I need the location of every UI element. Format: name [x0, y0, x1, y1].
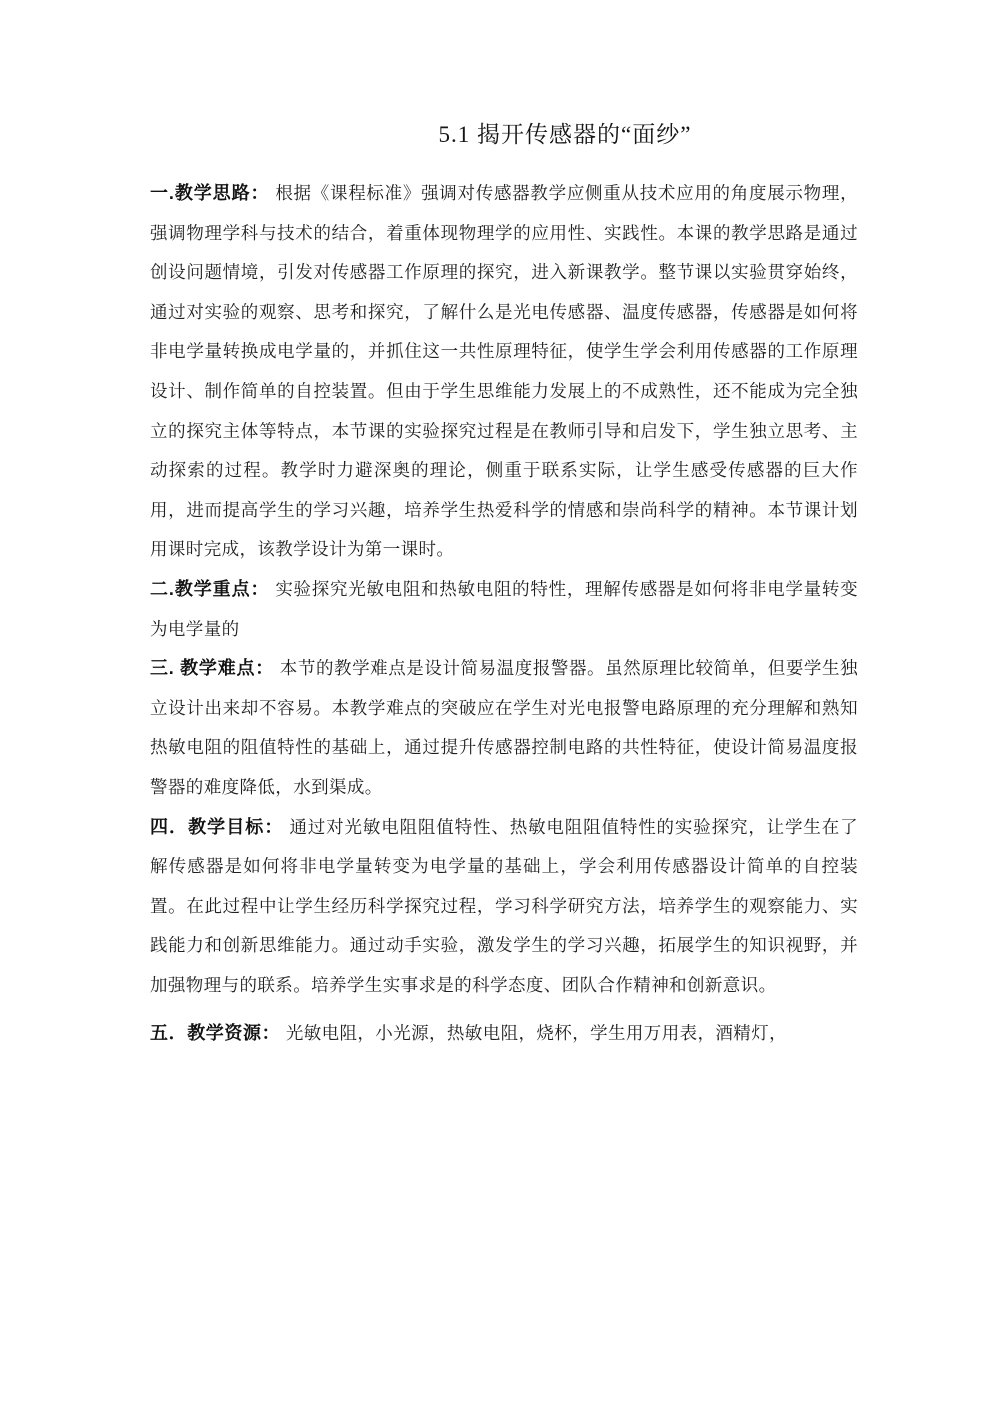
section-heading: 五．教学资源： — [150, 1023, 281, 1044]
section-teaching-objectives — [150, 808, 858, 1006]
section-heading: 三. 教学难点： — [150, 658, 275, 679]
section-teaching-difficulty — [150, 649, 858, 807]
document-content — [150, 118, 858, 1054]
section-body: 根据《课程标准》强调对传感器教学应侧重从技术应用的角度展示物理，强调物理学科与技术的结合，着重体现物理学的应用性、实践性。本课的教学思路是通过创设问题情境，引发对传感器工作原理的探究，进入新课教学。整节课以实验贯穿始终，通过对实验的观察、思考和探究，了解什么是光电传感器、温度传感器，传感器是如何将非电学量转换成电学量的，并抓住这一共性原理特征，使学生学会利用传感器的工作原理设计、制作简单的自控装置。但由于学生思维能力发展上的不成熟性，还不能成为完全独立的探究主体等特点，本节课的实验探究过程是在教师引导和启发下，学生独立思考、主动探索的过程。教学时力避深奥的理论，侧重于联系实际，让学生感受传感器的巨大作用，进而提高学生的学习兴趣，培养学生热爱科学的情感和崇尚科学的精神。本节课计划用课时完成，该教学设计为第一课时。 — [150, 183, 858, 560]
section-heading: 二.教学重点： — [150, 578, 270, 599]
section-teaching-focus — [150, 570, 858, 649]
section-teaching-resources — [150, 1014, 858, 1054]
section-body: 本节的教学难点是设计简易温度报警器。虽然原理比较简单，但要学生独立设计出来却不容易。本教学难点的突破应在学生对光电报警电路原理的充分理解和熟知热敏电阻的阻值特性的基础上，通过提升传感器控制电路的共性特征，使设计简易温度报警器的难度降低，水到渠成。 — [150, 658, 858, 797]
section-body: 光敏电阻，小光源，热敏电阻，烧杯，学生用万用表，酒精灯， — [285, 1023, 788, 1044]
section-heading: 四．教学目标： — [150, 816, 284, 837]
section-body: 实验探究光敏电阻和热敏电阻的特性，理解传感器是如何将非电学量转变为电学量的 — [150, 578, 858, 639]
section-body: 通过对光敏电阻阻值特性、热敏电阻阻值特性的实验探究，让学生在了解传感器是如何将非电学量转变为电学量的基础上，学会利用传感器设计简单的自控装置。在此过程中让学生经历科学探究过程，学习科学研究方法，培养学生的观察能力、实践能力和创新思维能力。通过动手实验，激发学生的学习兴趣，拓展学生的知识视野，并加强物理与的联系。培养学生实事求是的科学态度、团队合作精神和创新意识。 — [150, 816, 858, 995]
section-heading: 一.教学思路： — [150, 183, 270, 203]
page-title: 5.1 揭开传感器的“面纱” — [438, 122, 692, 147]
section-teaching-approach — [150, 174, 858, 570]
